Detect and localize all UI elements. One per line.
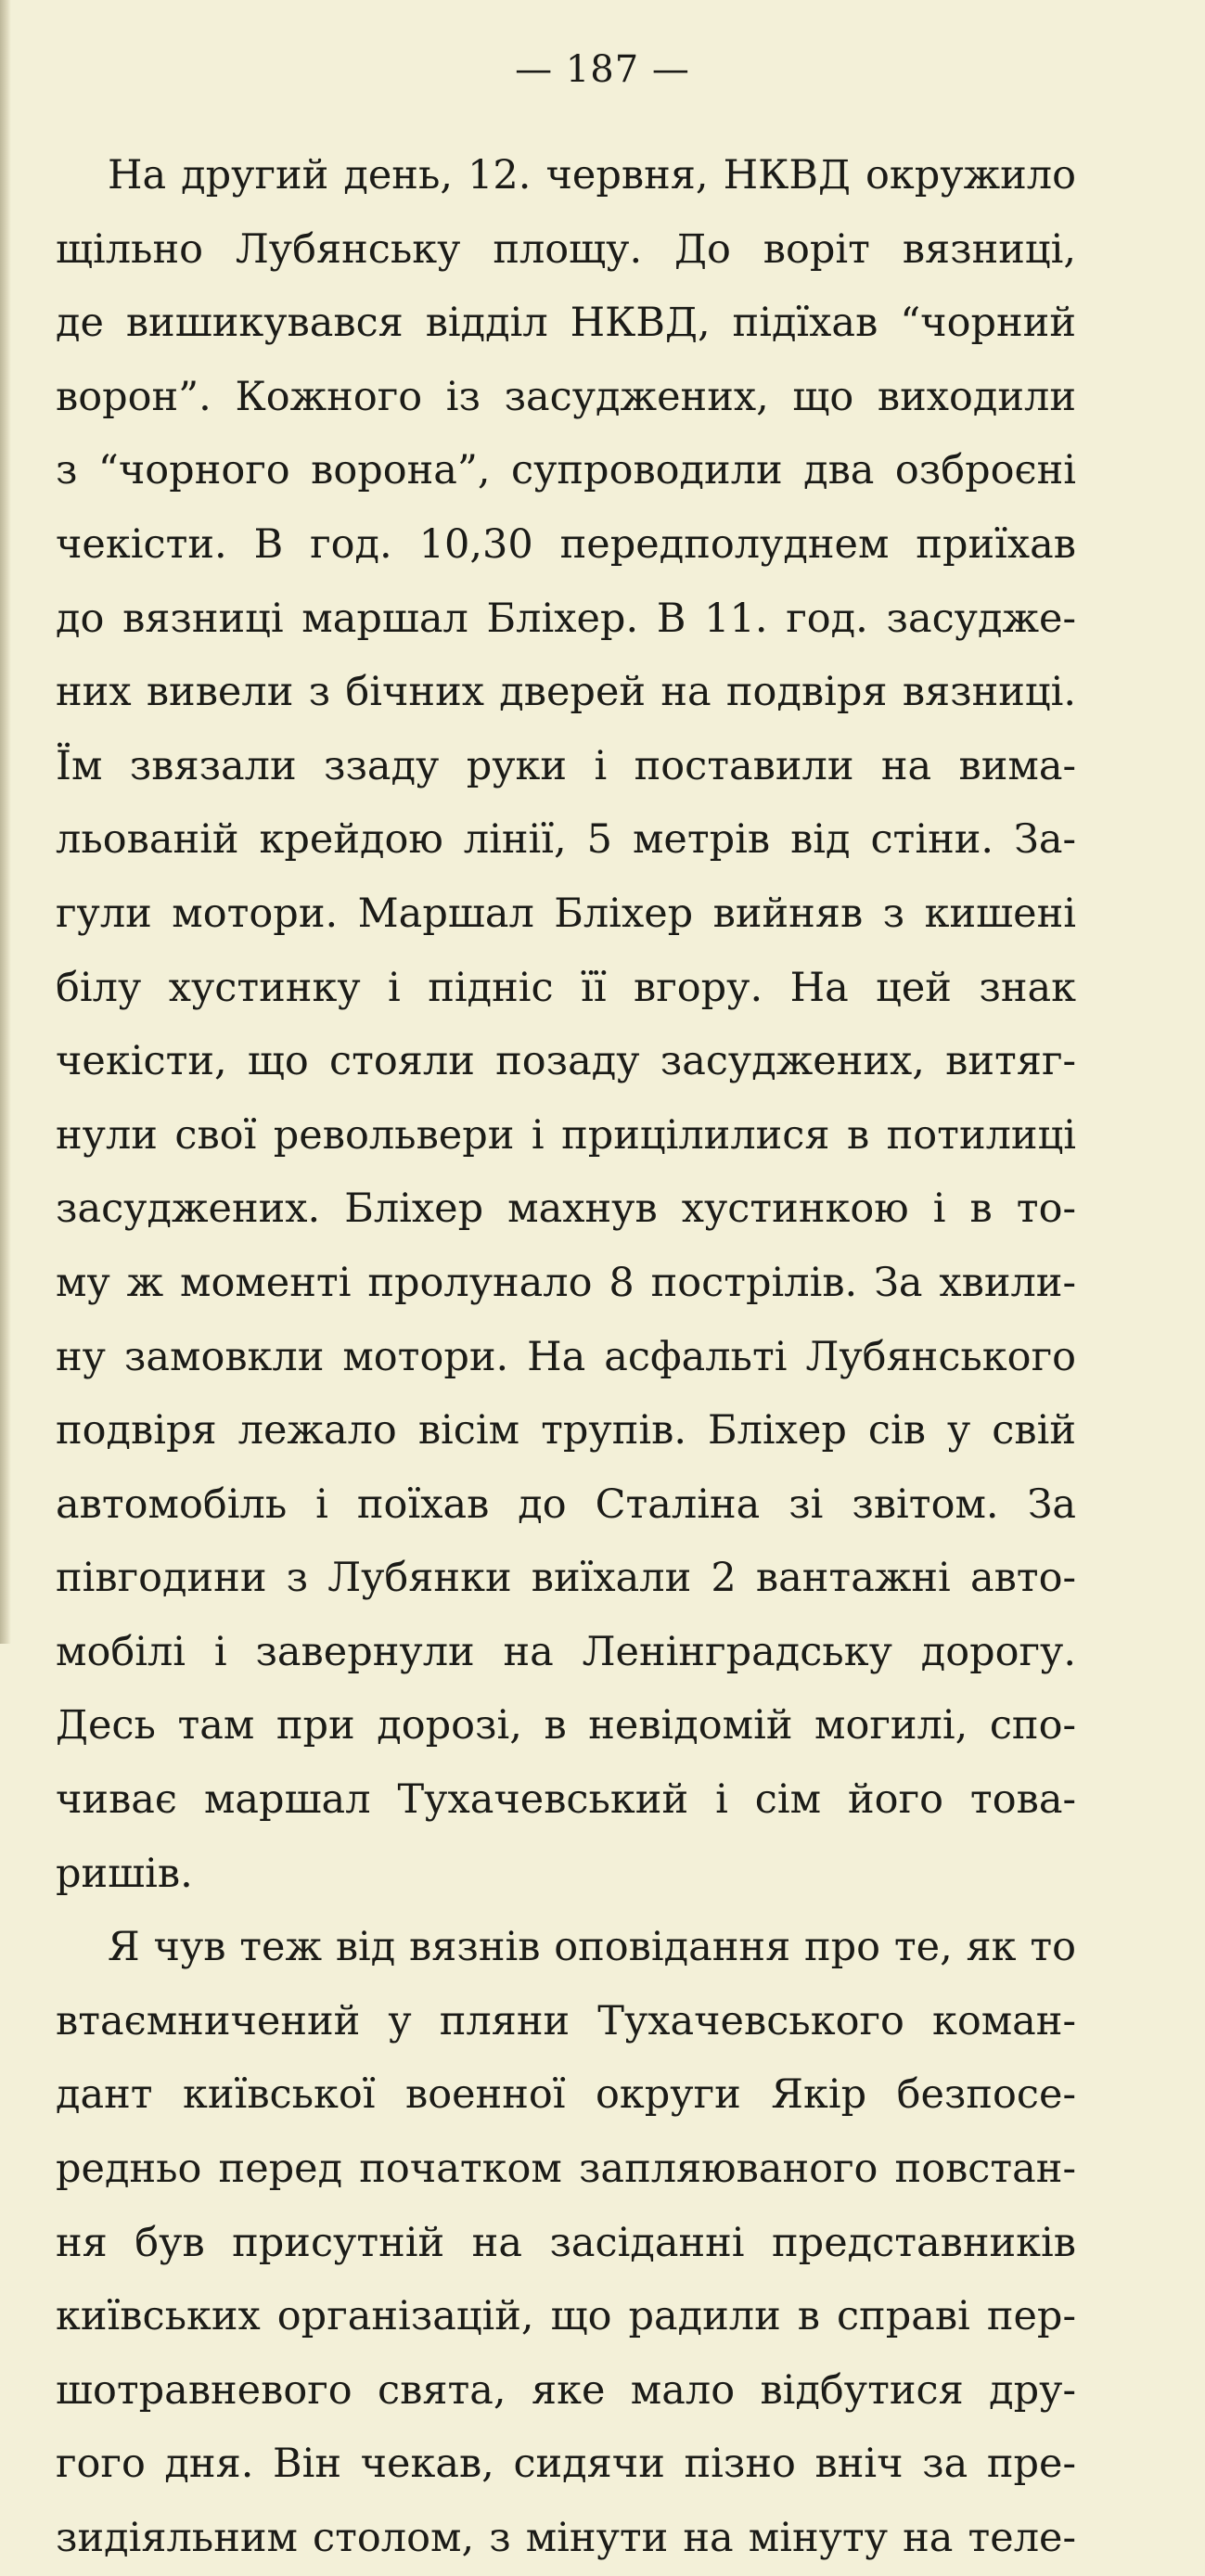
text-line: подвіря лежало вісім трупів. Бліхер сів у свій	[56, 1407, 1076, 1455]
page-number: — 187 —	[515, 48, 690, 91]
text-line: гого дня. Він чекав, сидячи пізно вніч за пре-	[56, 2441, 1076, 2488]
text-line: щільно Лубянську площу. До воріт вязниці,	[56, 225, 1076, 273]
text-line: засуджених. Бліхер махнув хустинкою і в то-	[56, 1185, 1076, 1233]
text-line: зидіяльним столом, з мінути на мінуту на теле-	[56, 2515, 1076, 2561]
text-line: ворон”. Кожного із засуджених, що виходили	[56, 373, 1076, 420]
text-line: автомобіль і поїхав до Сталіна зі звітом. За	[56, 1480, 1076, 1528]
text-line: шотравневого свята, яке мало відбутися дру-	[56, 2366, 1076, 2414]
text-line: втаємничений у пляни Тухачевського коман-	[56, 1997, 1076, 2044]
body-text	[56, 139, 1076, 2576]
text-line: де вишикувався відділ НКВД, підїхав “чорний	[56, 300, 1076, 347]
text-line: до вязниці маршал Бліхер. В 11. год. засудже-	[56, 595, 1076, 642]
text-line: них вивели з бічних дверей на подвіря вязниці.	[56, 669, 1076, 716]
text-line: білу хустинку і підніс її вгору. На цей знак	[56, 964, 1076, 1011]
text-line: льованій крейдою лінії, 5 метрів від стіни. За-	[56, 816, 1076, 864]
text-line: Я чув теж від вязнів оповідання про те, як то	[108, 1924, 1076, 1971]
text-line: му ж моменті пролунало 8 пострілів. За хвили-	[56, 1259, 1076, 1306]
text-line: Десь там при дорозі, в невідомій могилі, спо-	[56, 1702, 1076, 1749]
text-line: ну замовкли мотори. На асфальті Лубянського	[56, 1333, 1076, 1380]
text-line: дант київської военної округи Якір безпосе-	[56, 2071, 1076, 2119]
text-line: мобілі і завернули на Ленінградську дорогу.	[56, 1628, 1076, 1675]
text-line: гули мотори. Маршал Бліхер вийняв з кишені	[56, 890, 1076, 937]
text-line: чиває маршал Тухачевський і сім його това-	[56, 1776, 1076, 1824]
text-line: київських організацій, що радили в справі пер-	[56, 2293, 1076, 2340]
text-line: ня був присутній на засіданні представників	[56, 2219, 1076, 2266]
text-line: чекісти. В год. 10,30 передполуднем приїхав	[56, 520, 1076, 568]
text-line: нули свої револьвери і прицілилися в потилиці	[56, 1111, 1076, 1159]
text-line: чекісти, що стояли позаду засуджених, витяг-	[56, 1038, 1076, 1085]
text-line: редньо перед початком запляюваного повстан-	[56, 2146, 1076, 2193]
text-line: півгодини з Лубянки виїхали 2 вантажні авто-	[56, 1555, 1076, 1602]
text-line: з “чорного ворона”, супроводили два озброєні	[56, 447, 1076, 494]
text-line: ришів.	[56, 1850, 193, 1897]
text-line: Їм звязали ззаду руки і поставили на вима-	[56, 742, 1076, 789]
text-line: На другий день, 12. червня, НКВД окружило	[108, 152, 1076, 199]
